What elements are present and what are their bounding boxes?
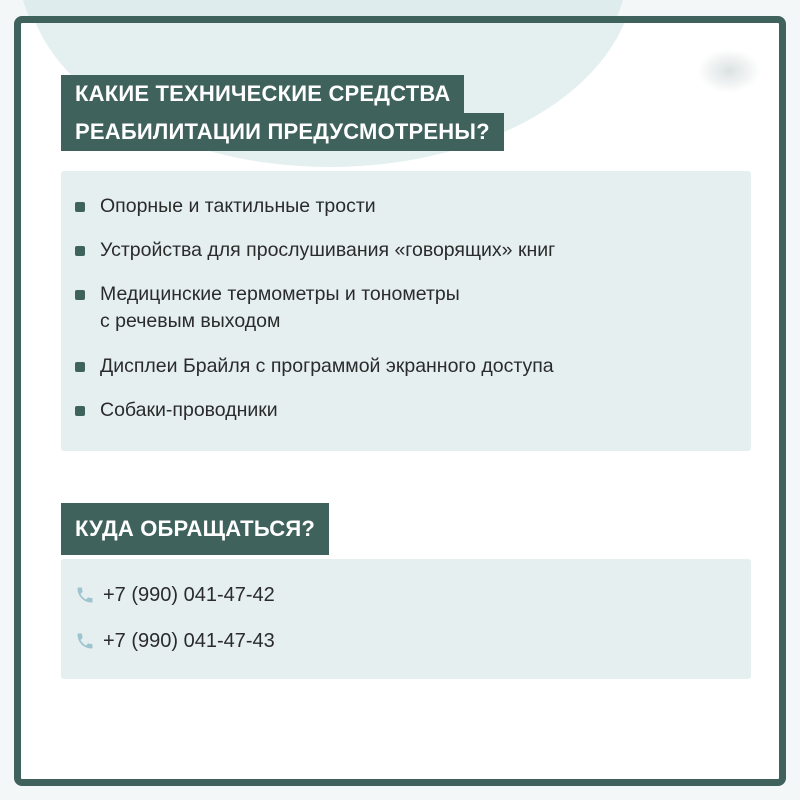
list-item-text: Медицинские термометры и тонометры с речевым выходом (100, 283, 460, 332)
decorative-smudge (697, 49, 761, 93)
section-heading-aids (61, 75, 504, 151)
phone-entry[interactable] (75, 581, 275, 609)
phone-handset-icon (75, 631, 95, 651)
list-item (75, 353, 554, 380)
list-item (75, 397, 278, 424)
phone-handset-icon (75, 585, 95, 605)
list-item (75, 237, 555, 264)
phone-number: +7 (990) 041-47-43 (103, 630, 275, 652)
phone-entry[interactable] (75, 627, 275, 655)
list-item (75, 193, 376, 220)
list-item-text: Дисплеи Брайля с программой экранного доступа (100, 355, 554, 377)
list-item-text: Собаки-проводники (100, 399, 278, 421)
square-bullet-icon (75, 362, 85, 372)
heading-line-1: КАКИЕ ТЕХНИЧЕСКИЕ СРЕДСТВА (61, 75, 464, 113)
poster-frame (14, 16, 786, 786)
heading-line-2: РЕАБИЛИТАЦИИ ПРЕДУСМОТРЕНЫ? (61, 113, 504, 151)
square-bullet-icon (75, 202, 85, 212)
section-heading-contacts (61, 503, 329, 555)
square-bullet-icon (75, 246, 85, 256)
square-bullet-icon (75, 406, 85, 416)
list-item-text: Опорные и тактильные трости (100, 195, 376, 217)
phone-number: +7 (990) 041-47-42 (103, 584, 275, 606)
contacts-panel (61, 559, 751, 679)
square-bullet-icon (75, 290, 85, 300)
heading-contacts-text: КУДА ОБРАЩАТЬСЯ? (61, 503, 329, 555)
list-item (75, 281, 460, 335)
list-item-text: Устройства для прослушивания «говорящих» книг (100, 239, 556, 261)
aids-list-panel (61, 171, 751, 451)
